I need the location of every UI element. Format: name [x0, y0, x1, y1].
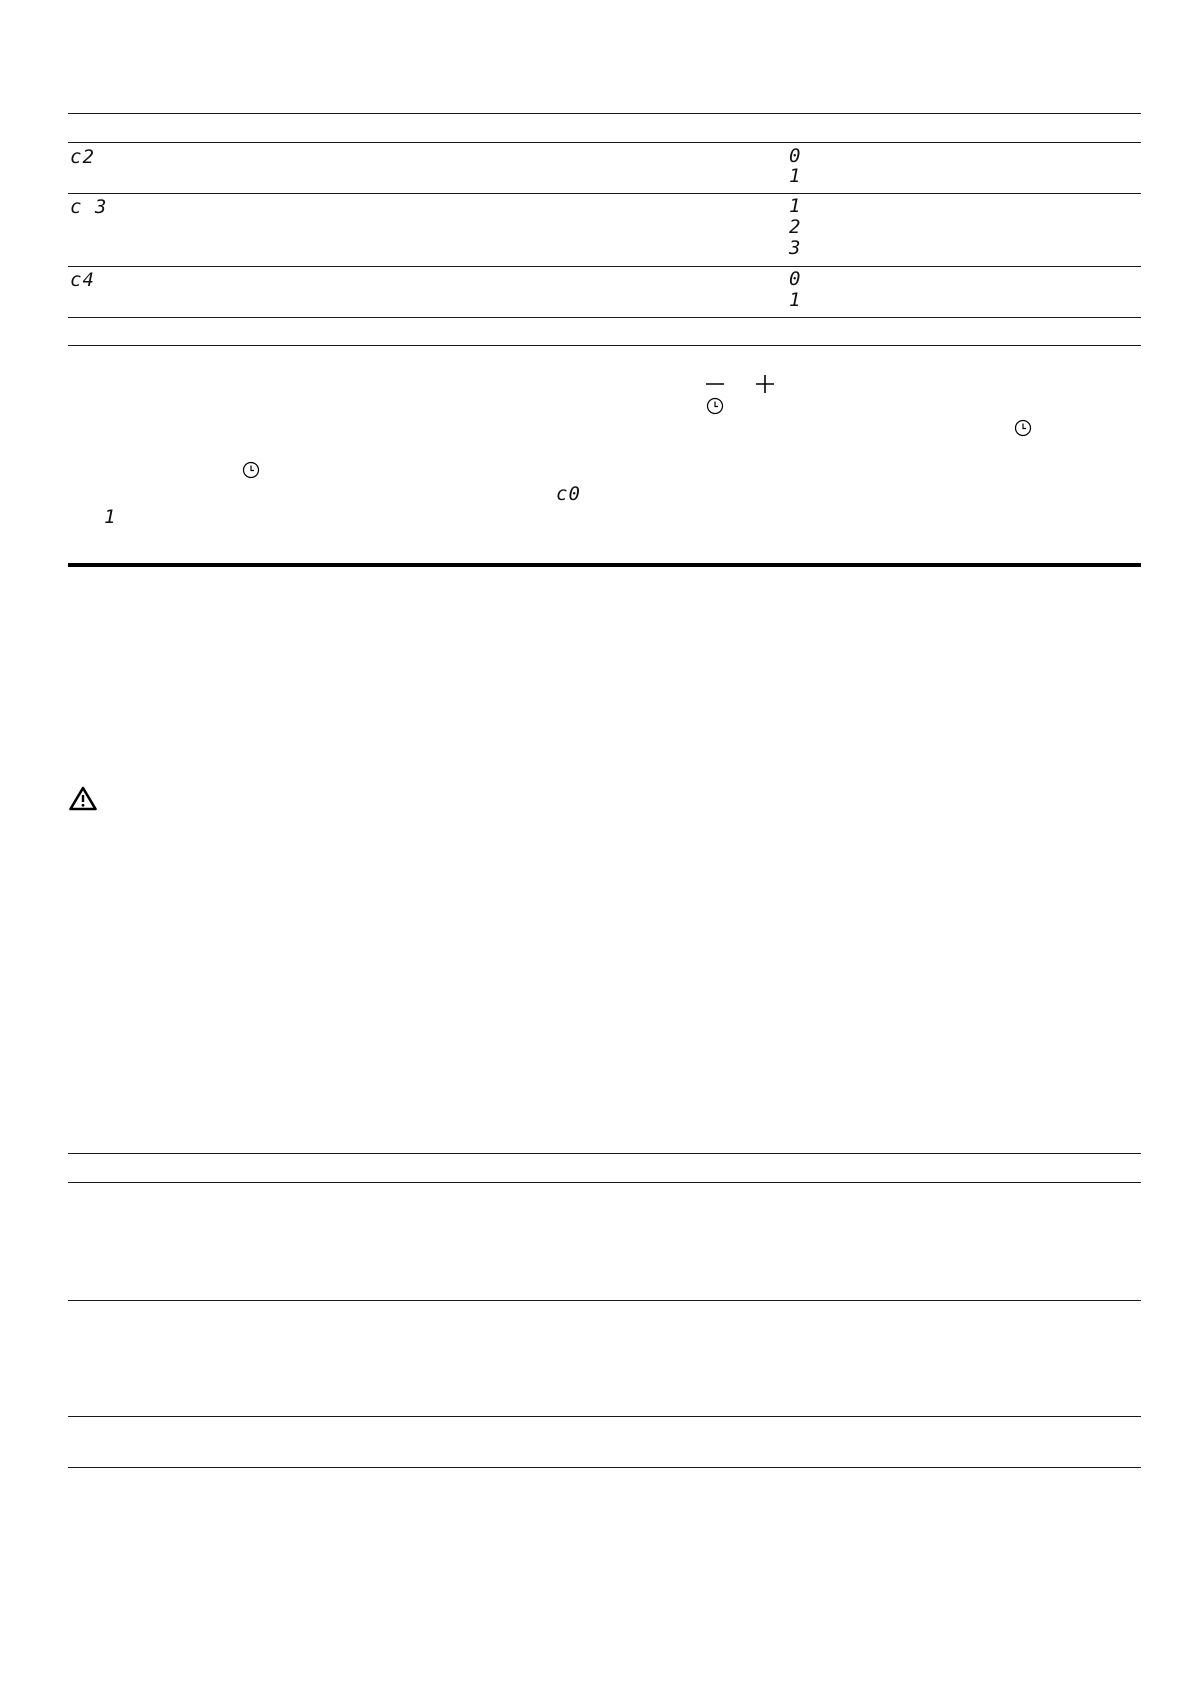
setting-value: 1: [789, 195, 801, 217]
table-bottom-rule: [68, 345, 1141, 346]
setting-code-c4: c4: [70, 269, 95, 291]
table-row-rule: [68, 317, 1141, 318]
table2-top-rule: [68, 1153, 1141, 1154]
timer-icon: [706, 397, 724, 415]
table2-bottom-rule: [68, 1467, 1141, 1468]
setting-code-c3: c 3: [70, 196, 108, 218]
reset-code: c0: [556, 483, 581, 505]
table-row-rule: [68, 193, 1141, 194]
setting-value: 1: [789, 289, 801, 311]
warning-triangle-icon: [69, 786, 97, 811]
setting-value: 1: [789, 165, 801, 187]
setting-value: 0: [789, 268, 801, 290]
table-top-rule: [68, 113, 1141, 114]
setting-value: 3: [789, 237, 801, 259]
setting-code-c2: c2: [70, 146, 95, 168]
timer-icon: [1014, 419, 1032, 437]
setting-value: 2: [789, 216, 801, 238]
reset-value: 1: [104, 506, 116, 528]
minus-icon: [706, 375, 724, 393]
timer-icon: [242, 461, 260, 479]
table2-header-rule: [68, 1182, 1141, 1183]
setting-value: 0: [789, 145, 801, 167]
table2-row-rule: [68, 1416, 1141, 1417]
plus-icon: [756, 375, 774, 393]
table-row-rule: [68, 266, 1141, 267]
table-header-rule: [68, 142, 1141, 143]
table2-row-rule: [68, 1300, 1141, 1301]
section-divider: [68, 563, 1141, 567]
